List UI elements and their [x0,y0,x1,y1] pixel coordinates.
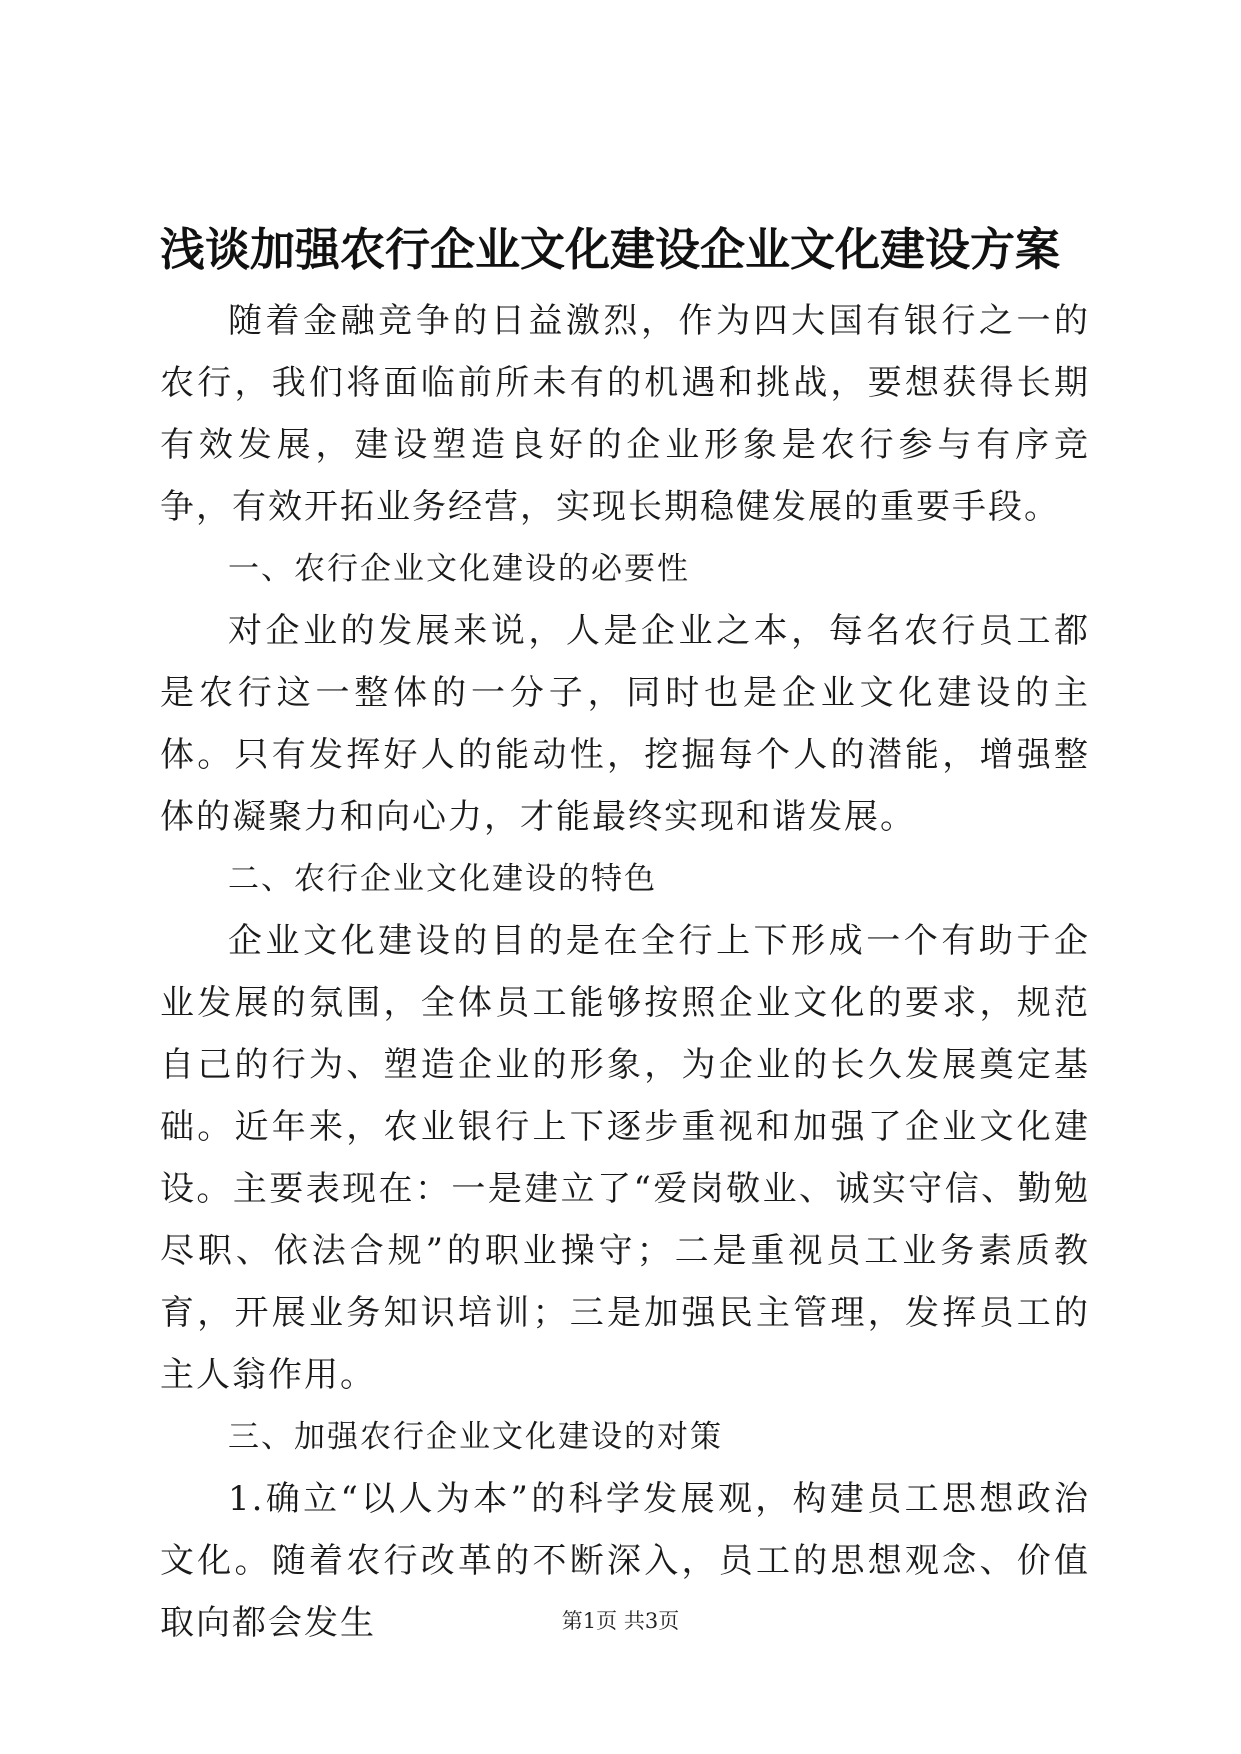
document-body [160,290,1090,1654]
section-heading-2: 二、农行企业文化建设的特色 [228,861,657,897]
paragraph-intro: 随着金融竞争的日益激烈，作为四大国有银行之一的农行，我们将面临前所未有的机遇和挑战，要想获得长期有效发展，建设塑造良好的企业形象是农行参与有序竞争，有效开拓业务经营，实现长期稳健发展的重要手段。 [160,301,1090,527]
section-heading-3: 三、加强农行企业文化建设的对策 [228,1419,723,1455]
paragraph-section-3: 1.确立“以人为本”的科学发展观，构建员工思想政治文化。随着农行改革的不断深入，员工的思想观念、价值取向都会发生 [160,1479,1090,1643]
paragraph-section-2: 企业文化建设的目的是在全行上下形成一个有助于企业发展的氛围，全体员工能够按照企业文化的要求，规范自己的行为、塑造企业的形象，为企业的长久发展奠定基础。近年来，农业银行上下逐步重视和加强了企业文化建设。主要表现在：一是建立了“爱岗敬业、诚实守信、勤勉尽职、依法合规”的职业操守；二是重视员工业务素质教育，开展业务知识培训；三是加强民主管理，发挥员工的主人翁作用。 [160,921,1090,1395]
page-number-footer: 第1页 共3页 [561,1609,680,1633]
section-heading-1: 一、农行企业文化建设的必要性 [228,551,690,587]
paragraph-section-1: 对企业的发展来说，人是企业之本，每名农行员工都是农行这一整体的一分子，同时也是企业文化建设的主体。只有发挥好人的能动性，挖掘每个人的潜能，增强整体的凝聚力和向心力，才能最终实现和谐发展。 [160,611,1090,837]
document-title: 浅谈加强农行企业文化建设企业文化建设方案 [160,223,1061,276]
